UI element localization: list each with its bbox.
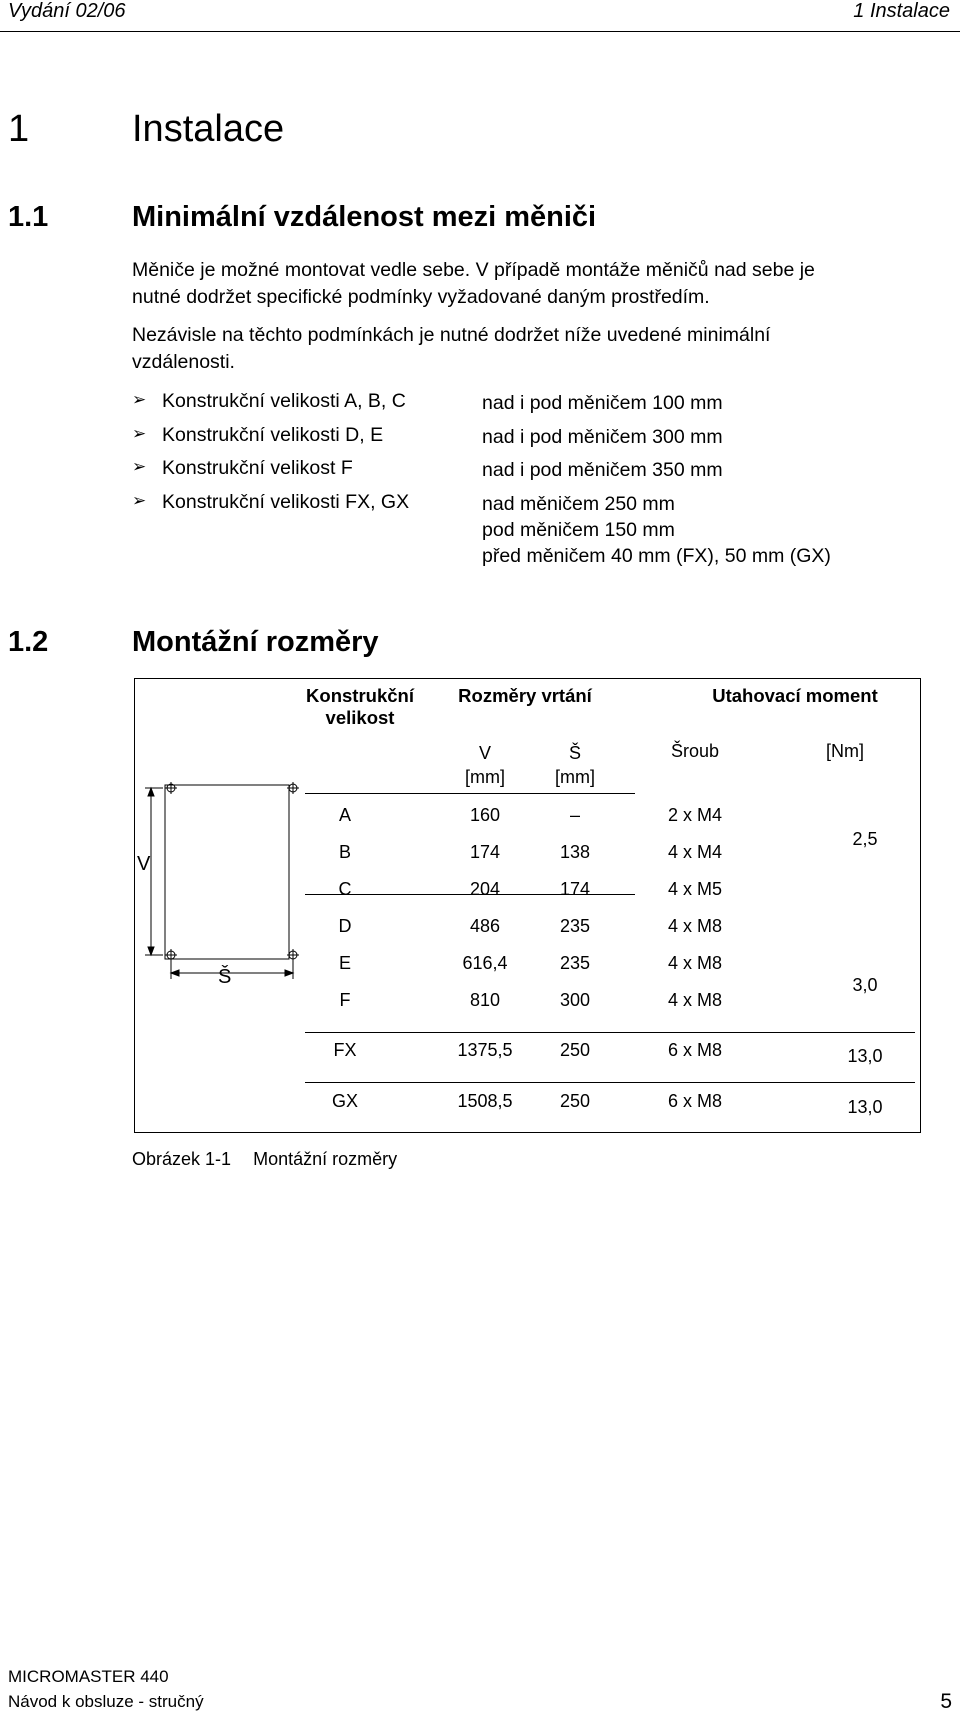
bullet-value-line: před měničem 40 mm (FX), 50 mm (GX) xyxy=(482,545,831,567)
bullet-label: Konstrukční velikosti D, E xyxy=(162,424,384,446)
cell-size: D xyxy=(338,916,352,936)
cell-v: 160 xyxy=(469,805,501,825)
cell-screw: 6 x M8 xyxy=(667,1091,723,1111)
table-rule xyxy=(305,793,635,794)
mounting-dimensions-figure xyxy=(134,678,921,1133)
bullet-label: Konstrukční velikost F xyxy=(162,457,353,479)
cell-s: 235 xyxy=(559,916,591,936)
header-nm: [Nm] xyxy=(826,741,864,761)
section-1-2-number: 1.2 xyxy=(8,626,49,658)
bullet-value: nad i pod měničem 350 mm xyxy=(482,459,723,481)
bullet-arrow-icon: ➢ xyxy=(132,424,147,443)
cell-screw: 6 x M8 xyxy=(667,1040,723,1060)
table-rule xyxy=(305,1082,915,1083)
s-dimension-label: Š xyxy=(218,966,232,988)
section-1-1-number: 1.1 xyxy=(8,201,49,233)
header-edition: Vydání 02/06 xyxy=(8,0,126,22)
cell-s: 250 xyxy=(559,1091,591,1111)
bullet-arrow-icon: ➢ xyxy=(132,457,147,476)
bullet-arrow-icon: ➢ xyxy=(132,491,147,510)
cell-screw: 2 x M4 xyxy=(667,805,723,825)
torque-abc: 2,5 xyxy=(852,829,878,849)
cell-screw: 4 x M8 xyxy=(667,990,723,1010)
torque-def: 3,0 xyxy=(852,975,878,995)
bullet-value: nad i pod měničem 300 mm xyxy=(482,426,723,448)
cell-screw: 4 x M5 xyxy=(667,879,723,899)
page-number: 5 xyxy=(940,1690,952,1713)
header-torque: Utahovací moment xyxy=(712,685,878,706)
header-frame-size xyxy=(305,685,415,729)
header-rule xyxy=(0,31,960,32)
section-1-1-title: Minimální vzdálenost mezi měniči xyxy=(132,201,597,233)
cell-v: 616,4 xyxy=(462,953,508,973)
paragraph-2-line-2: vzdálenosti. xyxy=(132,351,235,373)
cell-size: FX xyxy=(333,1040,357,1060)
v-dimension-label: V xyxy=(137,853,151,875)
figure-caption-text: Montážní rozměry xyxy=(253,1149,398,1169)
mounting-hole-icon xyxy=(165,782,177,794)
torque-fx: 13,0 xyxy=(847,1046,883,1066)
footer-product: MICROMASTER 440 xyxy=(8,1667,169,1686)
footer-manual: Návod k obsluze - stručný xyxy=(8,1692,204,1711)
cell-v: 1375,5 xyxy=(457,1040,513,1060)
cell-size: GX xyxy=(331,1091,358,1111)
cell-v: 486 xyxy=(469,916,501,936)
mounting-drawing xyxy=(135,779,305,1079)
header-screw: Šroub xyxy=(670,741,720,761)
section-1-2-title: Montážní rozměry xyxy=(132,626,379,658)
paragraph-1-line-2: nutné dodržet specifické podmínky vyžadované daným prostředím. xyxy=(132,286,710,308)
torque-gx: 13,0 xyxy=(847,1097,883,1117)
paragraph-1-line-1: Měniče je možné montovat vedle sebe. V případě montáže měničů nad sebe je xyxy=(132,259,815,281)
paragraph-2-line-1: Nezávisle na těchto podmínkách je nutné dodržet níže uvedené minimální xyxy=(132,324,771,346)
header-drilling: Rozměry vrtání xyxy=(458,685,592,706)
header-s-unit: [mm] xyxy=(555,767,595,787)
cell-s: – xyxy=(569,805,580,825)
cell-v: 810 xyxy=(469,990,501,1010)
bullet-label: Konstrukční velikosti A, B, C xyxy=(162,390,406,412)
cell-screw: 4 x M8 xyxy=(667,916,723,936)
cell-size: F xyxy=(339,990,351,1010)
cell-size: C xyxy=(338,879,352,899)
chapter-title: Instalace xyxy=(132,108,285,150)
figure-caption xyxy=(132,1149,397,1170)
header-s-label: Š xyxy=(568,743,581,763)
cell-s: 300 xyxy=(559,990,591,1010)
header-frame-size-line: Konstrukční xyxy=(306,685,414,706)
bullet-value-line: nad měničem 250 mm xyxy=(482,493,675,515)
paragraph-2 xyxy=(132,322,932,376)
cell-s: 174 xyxy=(559,879,591,899)
cell-size: B xyxy=(338,842,351,862)
header-s xyxy=(535,741,615,789)
horizontal-dimension-arrow xyxy=(171,959,293,979)
cell-v: 1508,5 xyxy=(457,1091,513,1111)
cell-size: A xyxy=(338,805,351,825)
figure-caption-number: Obrázek 1-1 xyxy=(132,1149,232,1169)
bullet-label: Konstrukční velikosti FX, GX xyxy=(162,491,410,513)
cell-v: 174 xyxy=(469,842,501,862)
bullet-value: nad i pod měničem 100 mm xyxy=(482,392,723,414)
cell-screw: 4 x M4 xyxy=(667,842,723,862)
paragraph-1 xyxy=(132,257,932,311)
chapter-number: 1 xyxy=(8,108,30,150)
bullet-arrow-icon: ➢ xyxy=(132,390,147,409)
cell-s: 250 xyxy=(559,1040,591,1060)
cell-s: 138 xyxy=(559,842,591,862)
cell-s: 235 xyxy=(559,953,591,973)
header-frame-size-line: velikost xyxy=(325,707,395,728)
table-rule xyxy=(305,1032,915,1033)
cell-size: E xyxy=(338,953,351,973)
cell-screw: 4 x M8 xyxy=(667,953,723,973)
bullet-value xyxy=(482,491,831,569)
bullet-value-line: pod měničem 150 mm xyxy=(482,519,675,541)
cell-v: 204 xyxy=(469,879,501,899)
header-v-unit: [mm] xyxy=(465,767,505,787)
header-v-label: V xyxy=(478,743,491,763)
header-chapter: 1 Instalace xyxy=(853,0,950,22)
header-v xyxy=(445,741,525,789)
